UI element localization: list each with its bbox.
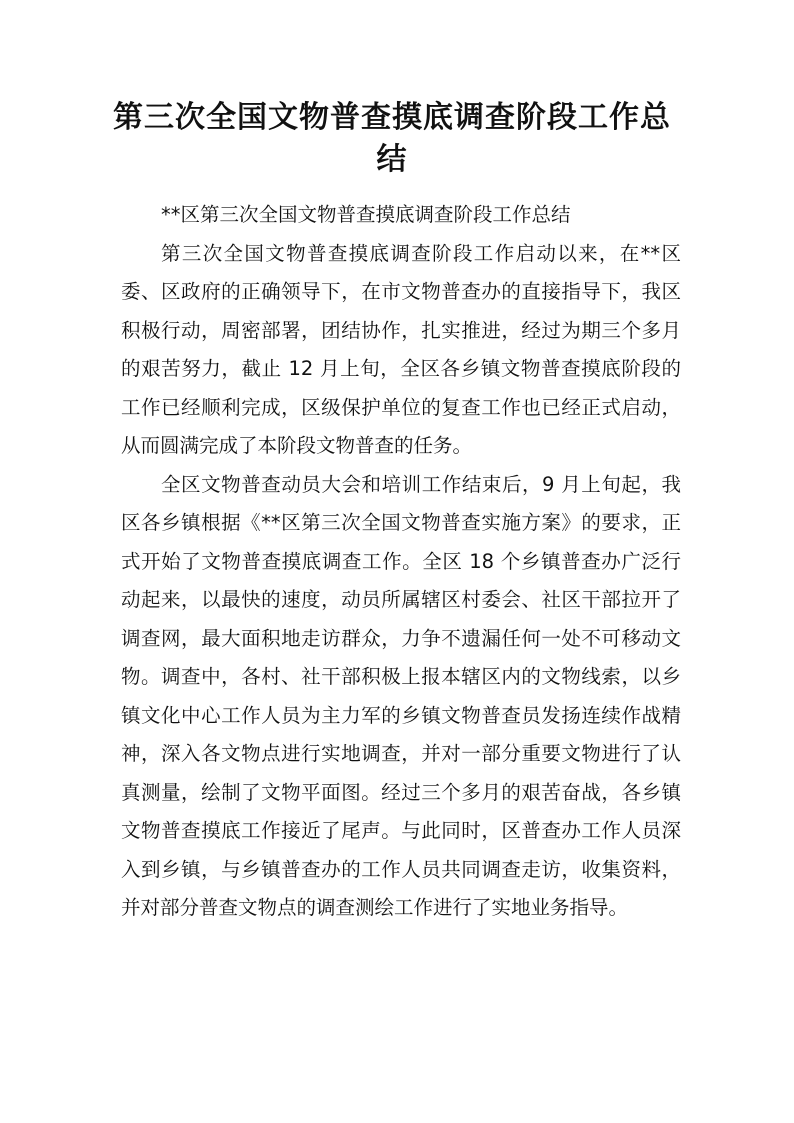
document-body: [121, 196, 681, 928]
paragraph-2: 全区文物普查动员大会和培训工作结束后，9 月上旬起，我区各乡镇根据《**区第三次全国文物普查实施方案》的要求，正式开始了文物普查摸底调查工作。全区 18 个乡镇普查办广泛行动起来，以最快的速度，动员所属辖区村委会、社区干部拉开了调查网，最大面积地走访群众，力争不遗漏任何一处不可移动文物。调查中，各村、社干部积极上报本辖区内的文物线索，以乡镇文化中心工作人员为主力军的乡镇文物普查员发扬连续作战精神，深入各文物点进行实地调查，并对一部分重要文物进行了认真测量，绘制了文物平面图。经过三个多月的艰苦奋战，各乡镇文物普查摸底工作接近了尾声。与此同时，区普查办工作人员深入到乡镇，与乡镇普查办的工作人员共同调查走访，收集资料，并对部分普查文物点的调查测绘工作进行了实地业务指导。: [121, 472, 681, 919]
paragraph-1: 第三次全国文物普查摸底调查阶段工作启动以来，在**区委、区政府的正确领导下，在市文物普查办的直接指导下，我区积极行动，周密部署，团结协作，扎实推进，经过为期三个多月的艰苦努力，截止 12 月上旬，全区各乡镇文物普查摸底阶段的工作已经顺利完成，区级保护单位的复查工作也已经正式启动，从而圆满完成了本阶段文物普查的任务。: [121, 241, 681, 457]
document-title-line-2: 结: [376, 142, 408, 177]
document-title-line-1: 第三次全国文物普查摸底调查阶段工作总: [113, 100, 671, 135]
document-subtitle: **区第三次全国文物普查摸底调查阶段工作总结: [161, 203, 571, 226]
